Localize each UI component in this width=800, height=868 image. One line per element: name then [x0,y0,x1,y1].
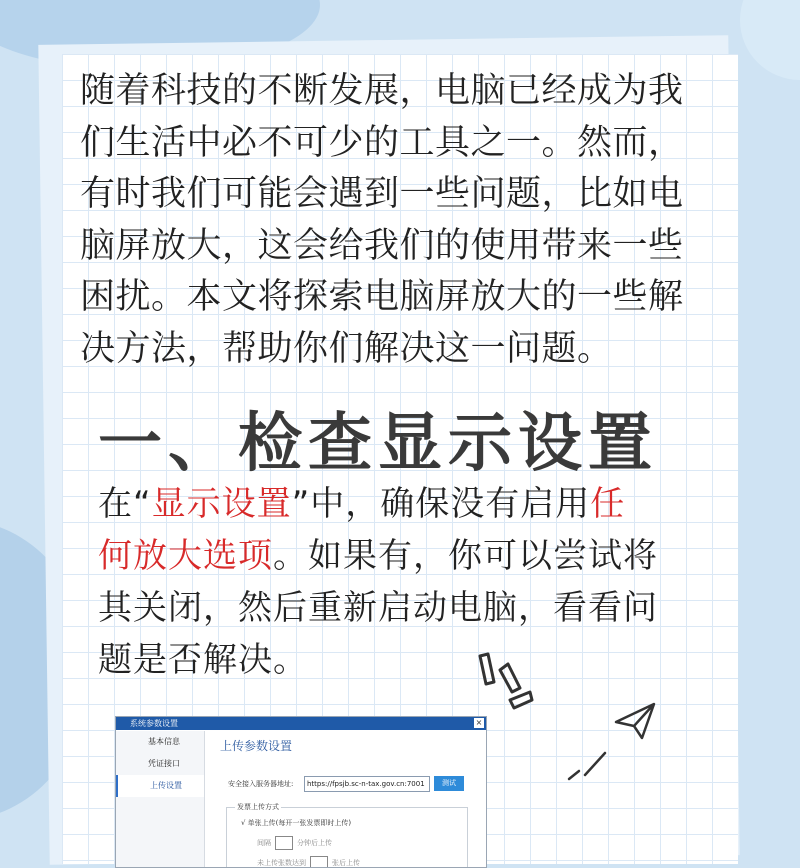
intro-line: 决方法，帮助你们解决这一问题。 [80,328,613,369]
interval-input[interactable] [275,836,293,850]
settings-sidebar [116,731,205,868]
upload-mode-group [226,803,468,868]
intro-line: 困扰。本文将探索电脑屏放大的一些解 [80,277,684,317]
body-text-segment: ”中，确保没有启用 [291,484,591,524]
server-address-label: 安全接入服务器地址: [228,780,294,788]
count-row [257,856,360,868]
intro-line: 脑屏放大，这会给我们的使用带来一些 [80,225,684,266]
motion-lines-icon [565,745,615,785]
count-suffix: 张后上传 [332,859,360,867]
test-button[interactable]: 测试 [434,776,464,791]
window-title: 系统参数设置 [130,719,178,728]
intro-paragraph [80,66,720,375]
highlight-text: 何放大选项 [98,536,273,576]
highlight-text: 显示设置 [151,484,292,524]
settings-panel [220,731,480,867]
intro-line: 有时我们可能会遇到一些问题，比如电 [80,174,684,214]
settings-window-screenshot [115,716,487,868]
interval-suffix: 分钟后上传 [297,839,332,847]
background-circle [740,0,800,80]
sidebar-item-upload-settings[interactable]: 上传设置 [116,775,204,797]
highlight-text: 任 [590,484,626,524]
body-text-segment: 。如果有，你可以尝试将 [273,536,658,576]
window-titlebar [116,717,486,730]
sidebar-item-voucher-interface[interactable]: 凭证接口 [148,759,180,768]
body-line [98,478,718,530]
count-input[interactable] [310,856,328,868]
body-line: 题是否解决。 [98,640,308,680]
interval-row [257,836,332,850]
exclamation-doodle-icon [470,648,540,718]
panel-title: 上传参数设置 [220,739,293,753]
single-upload-option[interactable]: √ 单张上传(每开一张发票即时上传) [241,819,352,827]
server-address-input[interactable]: https://fpsjb.sc-n-tax.gov.cn:7001 [304,776,430,792]
intro-line: 们生活中必不可少的工具之一。然而， [80,122,684,163]
body-line: 其关闭，然后重新启动电脑，看看问 [98,588,658,628]
interval-label: 间隔 [257,839,271,847]
group-legend: 发票上传方式 [237,803,279,811]
section-heading: 一、检查显示设置 [98,407,658,481]
body-line [98,530,718,582]
section-body [98,478,718,686]
paper-plane-icon [612,700,658,742]
close-icon[interactable]: × [475,718,483,727]
body-text-segment: 在“ [98,484,152,524]
sidebar-item-basic-info[interactable]: 基本信息 [148,737,180,746]
intro-line: 随着科技的不断发展，电脑已经成为我 [80,71,684,111]
count-label: 未上传张数达到 [257,859,306,867]
